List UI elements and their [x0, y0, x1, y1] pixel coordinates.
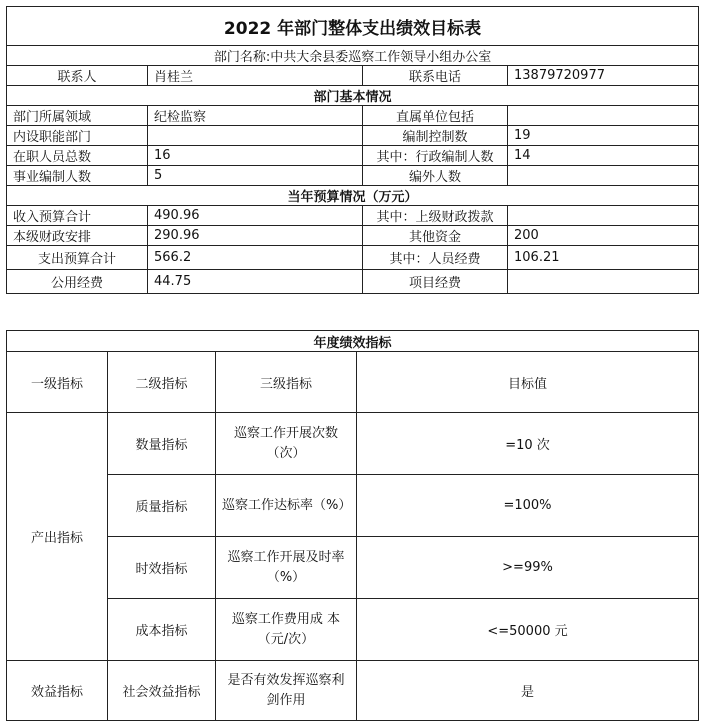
public-cost-value: 44.75 — [148, 270, 363, 294]
header-level3: 三级指标 — [216, 352, 357, 413]
target-cell: =10 次 — [357, 413, 699, 475]
personnel-cost-label: 其中：人员经费 — [363, 246, 508, 270]
level3-cell: 巡察工作开展及时率（%） — [216, 537, 357, 599]
other-funds-value: 200 — [508, 226, 699, 246]
local-funding-label: 本级财政安排 — [7, 226, 148, 246]
level2-cell: 成本指标 — [108, 599, 216, 661]
staff-total-value: 16 — [148, 146, 363, 166]
table-title: 2022 年部门整体支出绩效目标表 — [7, 7, 699, 46]
income-budget-label: 收入预算合计 — [7, 206, 148, 226]
other-funds-label: 其他资金 — [363, 226, 508, 246]
phone-value: 13879720977 — [508, 66, 699, 86]
target-cell: 是 — [357, 661, 699, 721]
phone-label: 联系电话 — [363, 66, 508, 86]
project-cost-value — [508, 270, 699, 294]
internal-dept-value — [148, 126, 363, 146]
output-indicator-label: 产出指标 — [7, 413, 108, 661]
benefit-indicator-label: 效益指标 — [7, 661, 108, 721]
subunits-value — [508, 106, 699, 126]
level2-cell: 数量指标 — [108, 413, 216, 475]
admin-staff-value: 14 — [508, 146, 699, 166]
expense-budget-value: 566.2 — [148, 246, 363, 270]
upper-funding-value — [508, 206, 699, 226]
expense-budget-label: 支出预算合计 — [7, 246, 148, 270]
career-staff-label: 事业编制人数 — [7, 166, 148, 186]
subunits-label: 直属单位包括 — [363, 106, 508, 126]
level3-cell: 巡察工作费用成 本（元/次） — [216, 599, 357, 661]
level3-cell: 巡察工作达标率（%） — [216, 475, 357, 537]
target-cell: >=99% — [357, 537, 699, 599]
basic-info-section: 部门基本情况 — [7, 86, 699, 106]
internal-dept-label: 内设职能部门 — [7, 126, 148, 146]
admin-staff-label: 其中：行政编制人数 — [363, 146, 508, 166]
contact-label: 联系人 — [7, 66, 148, 86]
target-cell: =100% — [357, 475, 699, 537]
field-label: 部门所属领域 — [7, 106, 148, 126]
quota-value: 19 — [508, 126, 699, 146]
level2-cell: 质量指标 — [108, 475, 216, 537]
level3-cell: 巡察工作开展次数（次） — [216, 413, 357, 475]
level2-cell: 时效指标 — [108, 537, 216, 599]
header-target: 目标值 — [357, 352, 699, 413]
career-staff-value: 5 — [148, 166, 363, 186]
budget-section: 当年预算情况（万元） — [7, 186, 699, 206]
quota-label: 编制控制数 — [363, 126, 508, 146]
upper-funding-label: 其中：上级财政拨款 — [363, 206, 508, 226]
staff-total-label: 在职人员总数 — [7, 146, 148, 166]
target-cell: <=50000 元 — [357, 599, 699, 661]
level2-cell: 社会效益指标 — [108, 661, 216, 721]
extra-staff-value — [508, 166, 699, 186]
personnel-cost-value: 106.21 — [508, 246, 699, 270]
header-level1: 一级指标 — [7, 352, 108, 413]
contact-value: 肖桂兰 — [148, 66, 363, 86]
performance-table — [6, 330, 699, 721]
project-cost-label: 项目经费 — [363, 270, 508, 294]
header-level2: 二级指标 — [108, 352, 216, 413]
department-name: 部门名称:中共大余县委巡察工作领导小组办公室 — [7, 46, 699, 66]
level3-cell: 是否有效发挥巡察利剑作用 — [216, 661, 357, 721]
public-cost-label: 公用经费 — [7, 270, 148, 294]
local-funding-value: 290.96 — [148, 226, 363, 246]
field-value: 纪检监察 — [148, 106, 363, 126]
extra-staff-label: 编外人数 — [363, 166, 508, 186]
budget-table — [6, 6, 699, 294]
income-budget-value: 490.96 — [148, 206, 363, 226]
performance-title: 年度绩效指标 — [7, 331, 699, 352]
